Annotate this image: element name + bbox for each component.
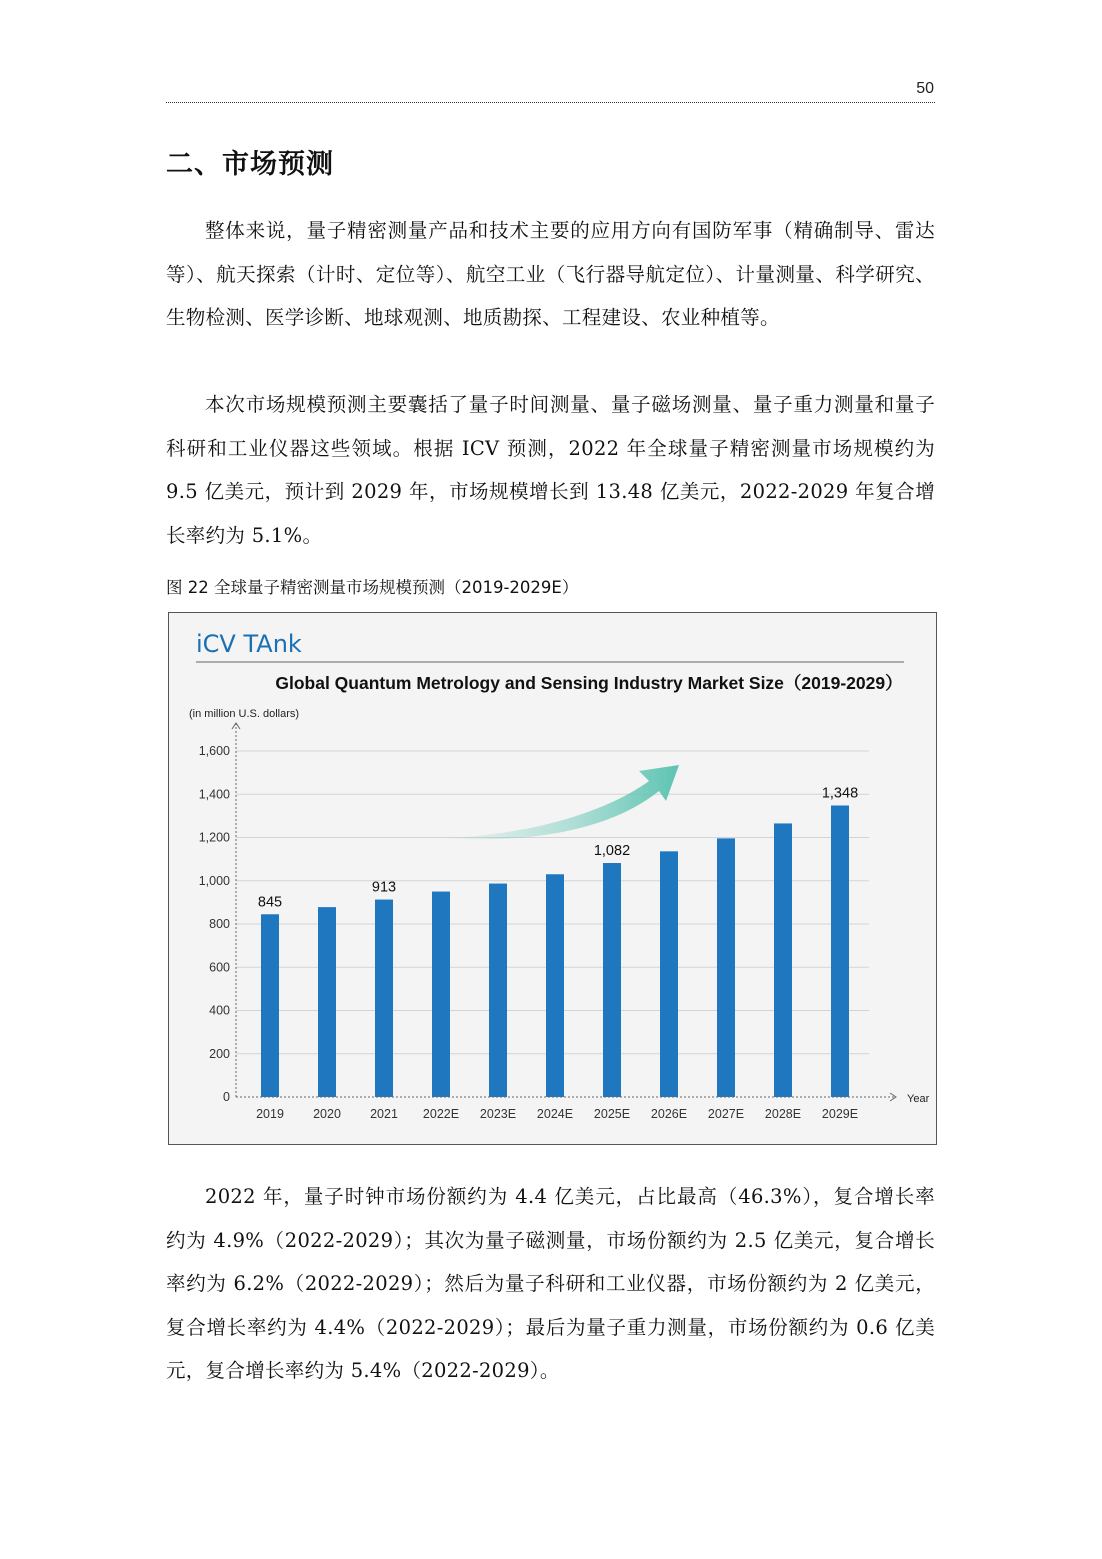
x-tick-label: 2022E	[422, 1107, 460, 1121]
x-tick-label: 2024E	[536, 1107, 574, 1121]
y-tick-label: 800	[209, 917, 230, 931]
y-tick-label: 1,400	[198, 787, 230, 802]
bar-2027E	[717, 838, 735, 1097]
bar-2029E	[831, 805, 849, 1097]
x-axis-tick-labels	[256, 1107, 858, 1121]
bar-2024E	[546, 874, 564, 1097]
market-size-chart	[168, 612, 937, 1145]
paragraph-applications: 整体来说，量子精密测量产品和技术主要的应用方向有国防军事（精确制导、雷达等）、航天探索（计时、定位等）、航空工业（飞行器导航定位）、计量测量、科学研究、生物检测、医学诊断、地球观测、地质勘探、工程建设、农业种植等。	[166, 219, 935, 329]
x-tick-label: 2027E	[707, 1107, 745, 1121]
y-tick-label: 600	[209, 960, 230, 975]
data-label-2021: 913	[371, 879, 397, 896]
x-tick-label: 2029E	[821, 1107, 859, 1121]
header-divider	[166, 102, 935, 103]
y-tick-label: 1,000	[198, 873, 230, 888]
bar-2019	[261, 914, 279, 1097]
y-axis-tick-labels	[199, 744, 230, 1104]
data-label-2029E: 1,348	[821, 785, 859, 802]
growth-arrow-icon	[439, 765, 679, 839]
x-tick-label: 2028E	[764, 1107, 802, 1121]
x-tick-label: 2026E	[650, 1107, 688, 1121]
bar-2021	[375, 900, 393, 1097]
y-tick-label: 0	[223, 1090, 230, 1104]
x-tick-label: 2019	[256, 1107, 284, 1121]
chart-unit-label: (in million U.S. dollars)	[189, 708, 300, 720]
paragraph-market-forecast: 本次市场规模预测主要囊括了量子时间测量、量子磁场测量、量子重力测量和量子科研和工业仪器这些领域。根据 ICV 预测，2022 年全球量子精密测量市场规模约为 9.5 亿美元，预计到 2029 年，市场规模增长到 13.48 亿美元，2022-2029 年复合增长率约为 5.1%。	[166, 393, 935, 547]
y-tick-label: 1,600	[198, 744, 230, 758]
chart-title: Global Quantum Metrology and Sensing Industry Market Size（2019-2029）	[275, 673, 903, 693]
chart-brand-logo: iCV TAnk	[196, 630, 302, 658]
page-number: 50	[916, 80, 934, 97]
data-label-2025E: 1,082	[593, 843, 631, 860]
section-title: 二、市场预测	[166, 149, 334, 180]
x-tick-label: 2025E	[593, 1107, 631, 1121]
bar-2026E	[660, 851, 678, 1097]
bar-2028E	[774, 823, 792, 1097]
bar-2023E	[489, 884, 507, 1097]
figure-caption: 图 22 全球量子精密测量市场规模预测（2019-2029E）	[166, 578, 579, 597]
y-tick-label: 400	[209, 1003, 230, 1018]
x-tick-label: 2020	[313, 1107, 341, 1121]
chart-canvas	[169, 613, 935, 1143]
bar-2022E	[432, 892, 450, 1097]
data-label-2019: 845	[257, 894, 283, 911]
bar-2025E	[603, 863, 621, 1097]
x-tick-label: 2021	[370, 1107, 398, 1121]
x-axis-label: Year	[907, 1093, 930, 1105]
y-tick-label: 1,200	[198, 830, 230, 845]
paragraph-market-share: 2022 年，量子时钟市场份额约为 4.4 亿美元，占比最高（46.3%），复合增长率约为 4.9%（2022-2029）；其次为量子磁测量，市场份额约为 2.5 亿美元，复合增长率约为 6.2%（2022-2029）；然后为量子科研和工业仪器，市场份额约为 2 亿美元，复合增长率约为 4.4%（2022-2029）；最后为量子重力测量，市场份额约为 0.6 亿美元，复合增长率约为 5.4%（2022-2029）。	[166, 1185, 935, 1382]
y-tick-label: 200	[209, 1046, 230, 1061]
x-tick-label: 2023E	[479, 1107, 517, 1121]
bar-2020	[318, 907, 336, 1097]
